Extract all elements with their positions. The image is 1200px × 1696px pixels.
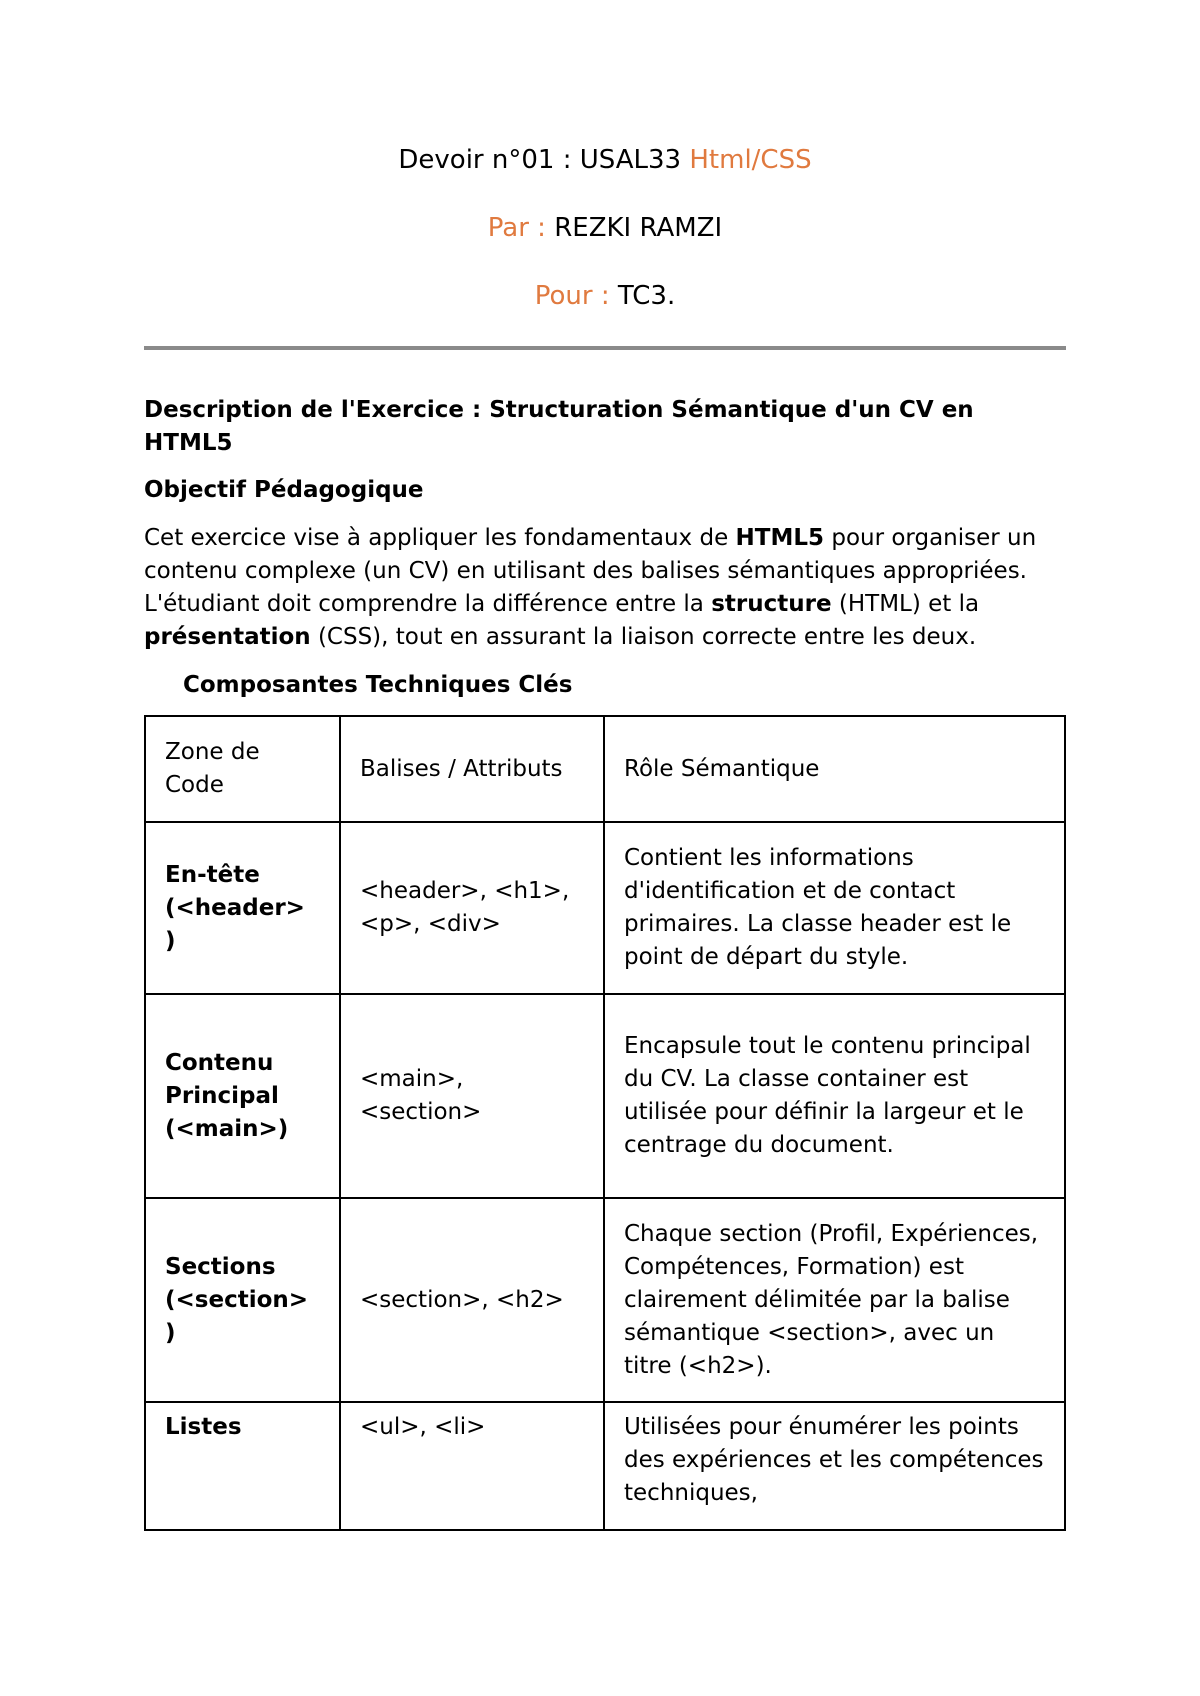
paragraph-bold-structure: structure (711, 591, 832, 617)
paragraph-text: pour organiser un contenu complexe (un CV) en utilisant des balises sémantiques appropriées. L'étudiant doit comprendre la différence entre la (144, 525, 1037, 617)
table-header-row (145, 716, 1065, 822)
role-cell: Chaque section (Profil, Expériences, Compétences, Formation) est clairement délimitée par la balise sémantique <section>, avec un titre (<h2>). (604, 1198, 1065, 1402)
paragraph-text: (HTML) et la (831, 591, 980, 617)
components-table (144, 715, 1066, 1531)
horizontal-rule (144, 346, 1066, 350)
paragraph-text: (CSS), tout en assurant la liaison correcte entre les deux. (310, 624, 977, 650)
assignment-title-text: Devoir n°01 : USAL33 (398, 145, 690, 175)
assignment-title-accent: Html/CSS (689, 145, 812, 175)
paragraph-text: Cet exercice vise à appliquer les fondamentaux de (144, 525, 736, 551)
zone-cell: Sections (<section> ) (145, 1198, 340, 1402)
header-cell-role: Rôle Sémantique (604, 716, 1065, 822)
table-row (145, 822, 1065, 994)
zone-cell: Contenu Principal (<main>) (145, 994, 340, 1198)
header-cell-tags: Balises / Attributs (340, 716, 604, 822)
tags-cell: <header>, <h1>, <p>, <div> (340, 822, 604, 994)
author-name: REZKI RAMZI (554, 213, 723, 243)
document-page (144, 0, 1066, 1531)
tags-cell: <ul>, <li> (340, 1402, 604, 1530)
audience-line (144, 278, 1066, 328)
author-label: Par : (487, 213, 555, 243)
paragraph-bold-html5: HTML5 (735, 525, 825, 551)
audience-label: Pour : (534, 281, 618, 311)
objective-paragraph (144, 522, 1066, 654)
audience-value: TC3. (617, 281, 676, 311)
description-heading: Description de l'Exercice : Structuration Sémantique d'un CV en HTML5 (144, 397, 974, 456)
title-block (144, 142, 1066, 328)
author-line (144, 210, 1066, 260)
components-heading: Composantes Techniques Clés (183, 672, 573, 698)
objective-heading: Objectif Pédagogique (144, 477, 424, 503)
paragraph-bold-presentation: présentation (144, 624, 311, 650)
zone-cell: Listes (145, 1402, 340, 1530)
role-cell: Contient les informations d'identification et de contact primaires. La classe header est le point de départ du style. (604, 822, 1065, 994)
tags-cell: <section>, <h2> (340, 1198, 604, 1402)
assignment-title (144, 142, 1066, 192)
zone-cell: En-tête (<header> ) (145, 822, 340, 994)
table-row (145, 1402, 1065, 1530)
role-cell: Encapsule tout le contenu principal du CV. La classe container est utilisée pour définir la largeur et le centrage du document. (604, 994, 1065, 1198)
role-cell: Utilisées pour énumérer les points des expériences et les compétences techniques, (604, 1402, 1065, 1530)
header-cell-zone: Zone de Code (145, 716, 340, 822)
table-row (145, 1198, 1065, 1402)
table-row (145, 994, 1065, 1198)
tags-cell: <main>, <section> (340, 994, 604, 1198)
